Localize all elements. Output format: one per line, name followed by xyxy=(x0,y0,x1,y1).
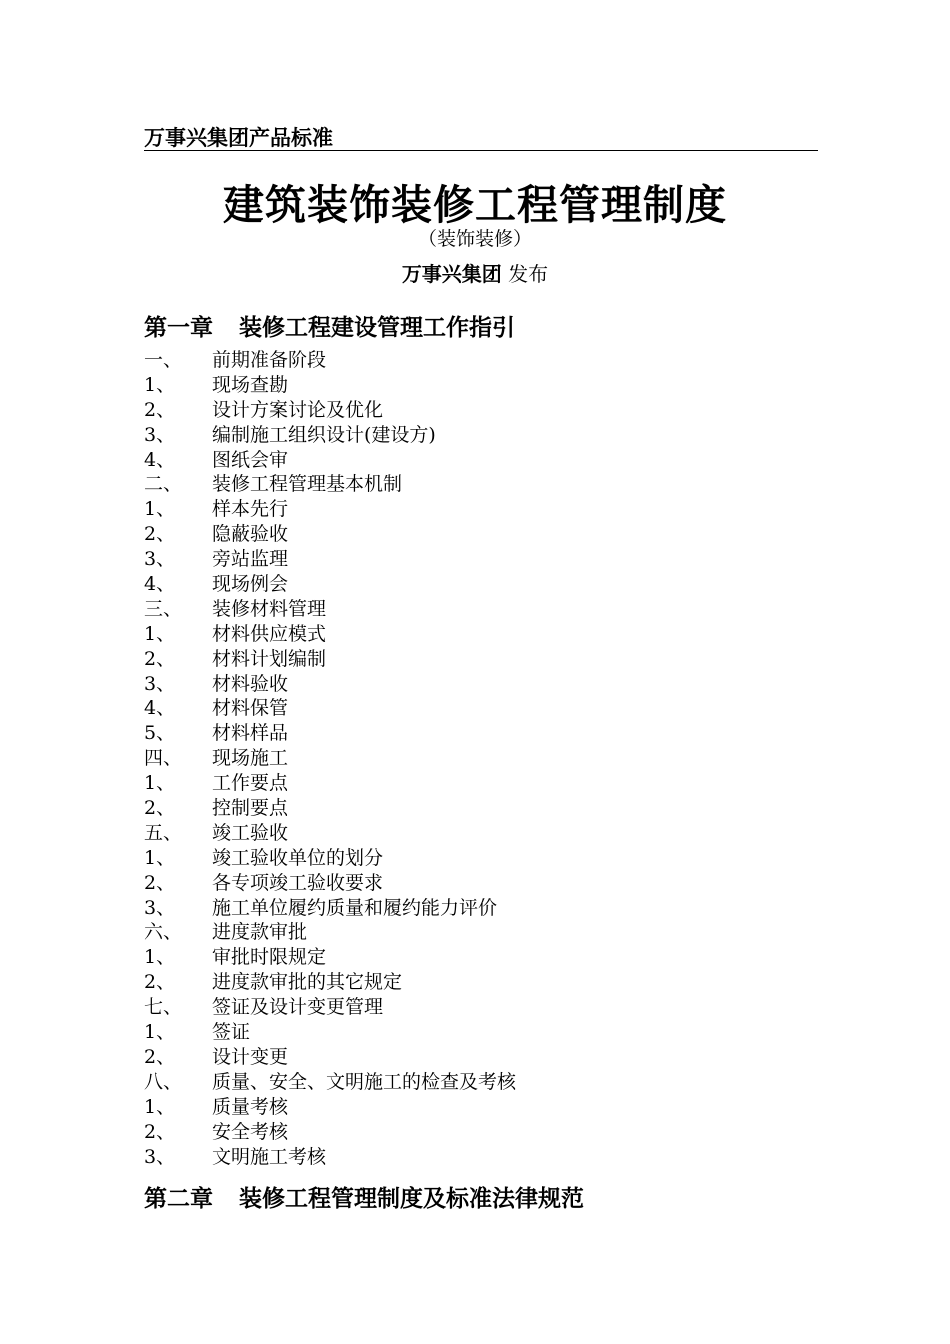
document-subtitle: （装饰装修） xyxy=(417,228,532,250)
toc-item-number: 四、 xyxy=(144,747,183,770)
page-header xyxy=(144,120,818,151)
toc-item-text: 图纸会审 xyxy=(212,448,289,471)
toc-item-number: 八、 xyxy=(144,1070,183,1093)
toc-item xyxy=(144,373,824,398)
toc-item-number: 1、 xyxy=(144,946,176,969)
chapter-2-title: 装修工程管理制度及标准法律规范 xyxy=(239,1186,584,1212)
toc-item-text: 编制施工组织设计(建设方) xyxy=(212,423,436,446)
toc-item xyxy=(144,572,824,597)
toc-item-number: 1、 xyxy=(144,1021,176,1044)
toc-item-number: 3、 xyxy=(144,548,176,571)
toc-item-text: 质量、安全、文明施工的检查及考核 xyxy=(212,1070,517,1093)
toc-item-text: 安全考核 xyxy=(212,1120,289,1143)
toc-item-number: 4、 xyxy=(144,573,176,596)
toc-item xyxy=(144,696,824,721)
toc-item-number: 2、 xyxy=(144,398,176,421)
toc-item-number: 5、 xyxy=(144,722,176,745)
chapter-2-number: 第二章 xyxy=(144,1186,213,1212)
toc-item-text: 进度款审批的其它规定 xyxy=(212,971,403,994)
toc-item xyxy=(144,622,824,647)
toc-item-text: 竣工验收单位的划分 xyxy=(212,846,384,869)
toc-item-text: 设计变更 xyxy=(212,1045,289,1068)
toc-item-text: 现场例会 xyxy=(212,573,289,596)
toc-item-text: 进度款审批 xyxy=(212,921,308,944)
toc-item-text: 前期准备阶段 xyxy=(212,349,327,371)
toc-item-text: 现场查勘 xyxy=(212,373,289,396)
toc-item-text: 文明施工考核 xyxy=(212,1145,327,1168)
toc-item-text: 审批时限规定 xyxy=(212,946,327,969)
toc-item-number: 1、 xyxy=(144,1095,176,1118)
toc-item-text: 材料保管 xyxy=(212,697,289,720)
toc-item-text: 质量考核 xyxy=(212,1095,289,1118)
toc-item-text: 现场施工 xyxy=(212,747,289,770)
toc-item-text: 装修工程管理基本机制 xyxy=(212,473,403,496)
toc-item xyxy=(144,672,824,697)
toc-item xyxy=(144,846,824,871)
toc-item-number: 1、 xyxy=(144,498,176,521)
toc-item xyxy=(144,1095,824,1120)
toc-item xyxy=(144,821,824,846)
toc-item xyxy=(144,896,824,921)
toc-item xyxy=(144,970,824,995)
publisher-action: 发布 xyxy=(501,262,549,286)
toc-item-text: 签证及设计变更管理 xyxy=(212,996,384,1019)
toc-item xyxy=(144,721,824,746)
toc-item-text: 材料计划编制 xyxy=(212,647,327,670)
toc-item-text: 材料供应模式 xyxy=(212,622,327,645)
toc-item xyxy=(144,771,824,796)
toc-item-text: 装修材料管理 xyxy=(212,597,327,620)
toc-item-text: 旁站监理 xyxy=(212,548,289,571)
toc-item xyxy=(144,995,824,1020)
toc-item-number: 3、 xyxy=(144,423,176,446)
toc-item-number: 二、 xyxy=(144,473,183,496)
toc-item xyxy=(144,1020,824,1045)
toc-item-number: 3、 xyxy=(144,1145,176,1168)
toc-item-text: 签证 xyxy=(212,1021,251,1044)
toc-item-text: 设计方案讨论及优化 xyxy=(212,398,384,421)
toc-item xyxy=(144,920,824,945)
toc-item-number: 1、 xyxy=(144,846,176,869)
chapter-1-number: 第一章 xyxy=(144,315,213,341)
toc-item xyxy=(144,472,824,497)
toc-item-text: 控制要点 xyxy=(212,797,289,820)
toc-item xyxy=(144,522,824,547)
toc-item xyxy=(144,1045,824,1070)
toc-item xyxy=(144,1120,824,1145)
toc-item xyxy=(144,423,824,448)
toc-item-text: 材料验收 xyxy=(212,672,289,695)
toc-item-number: 五、 xyxy=(144,821,183,844)
toc-item-number: 六、 xyxy=(144,921,183,944)
toc-item-number: 1、 xyxy=(144,622,176,645)
toc-item xyxy=(144,547,824,572)
toc-item-number: 2、 xyxy=(144,647,176,670)
toc-item xyxy=(144,597,824,622)
toc-item xyxy=(144,1145,824,1170)
chapter-1-title: 装修工程建设管理工作指引 xyxy=(239,315,515,341)
chapter-1-heading xyxy=(144,309,515,342)
toc-item xyxy=(144,945,824,970)
toc-item-text: 各专项竣工验收要求 xyxy=(212,871,384,894)
toc-item-number: 3、 xyxy=(144,672,176,695)
toc-item-number: 2、 xyxy=(144,797,176,820)
toc-item-text: 隐蔽验收 xyxy=(212,523,289,546)
publisher-org: 万事兴集团 xyxy=(401,262,502,286)
toc-item-number: 2、 xyxy=(144,523,176,546)
toc-item xyxy=(144,871,824,896)
toc-item-text: 施工单位履约质量和履约能力评价 xyxy=(212,896,498,919)
toc-item-text: 竣工验收 xyxy=(212,821,289,844)
toc-item-number: 3、 xyxy=(144,896,176,919)
toc-item-number: 2、 xyxy=(144,871,176,894)
toc-item-number: 2、 xyxy=(144,971,176,994)
toc-item-number: 1、 xyxy=(144,772,176,795)
toc-item-text: 工作要点 xyxy=(212,772,289,795)
toc-item-number: 4、 xyxy=(144,697,176,720)
document-title: 建筑装饰装修工程管理制度 xyxy=(223,181,727,229)
table-of-contents xyxy=(144,348,824,1169)
toc-item xyxy=(144,348,824,373)
toc-item xyxy=(144,448,824,473)
toc-item-number: 4、 xyxy=(144,448,176,471)
toc-item xyxy=(144,1070,824,1095)
toc-item xyxy=(144,398,824,423)
toc-item-number: 一、 xyxy=(144,349,183,371)
toc-item-number: 2、 xyxy=(144,1045,176,1068)
toc-item xyxy=(144,497,824,522)
toc-item xyxy=(144,647,824,672)
toc-item-text: 样本先行 xyxy=(212,498,289,521)
toc-item-number: 七、 xyxy=(144,996,183,1019)
chapter-2-heading xyxy=(144,1180,584,1213)
header-text: 万事兴集团产品标准 xyxy=(144,126,333,150)
toc-item-number: 1、 xyxy=(144,373,176,396)
toc-item xyxy=(144,746,824,771)
publisher-line xyxy=(0,258,950,287)
toc-item-number: 三、 xyxy=(144,597,183,620)
toc-item-text: 材料样品 xyxy=(212,722,289,745)
toc-item xyxy=(144,796,824,821)
toc-item-number: 2、 xyxy=(144,1120,176,1143)
